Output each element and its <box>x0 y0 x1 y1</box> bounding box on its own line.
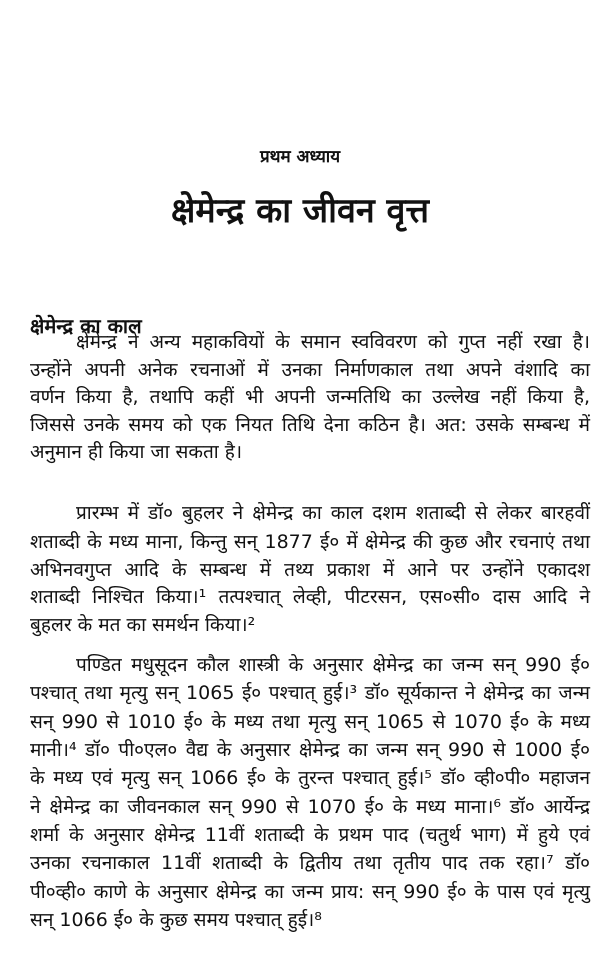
text-line: वर्णन किया है, तथापि कहीं भी अपनी जन्मतिथि का उल्लेख नहीं किया है, <box>30 386 590 408</box>
text-line: पण्डित मधुसूदन कौल शास्त्री के अनुसार क्षेमेन्द्र का जन्म सन् 990 ई० <box>76 654 590 676</box>
text-line: पश्चात् तथा मृत्यु सन् 1065 ई० पश्चात् हुई।³ डॉ० सूर्यकान्त ने क्षेमेन्द्र का जन्म <box>30 682 590 704</box>
text-line: सन् 990 से 1010 ई० के मध्य तथा मृत्यु सन् 1065 से 1070 ई० के मध्य <box>30 711 590 733</box>
text-line: बुहलर के मत का समर्थन किया।² <box>30 614 256 636</box>
text-line: पी०व्ही० काणे के अनुसार क्षेमेन्द्र का जन्म प्राय: सन् 990 ई० के पास एवं मृत्यु <box>30 881 590 903</box>
text-line: सन् 1066 ई० के कुछ समय पश्चात् हुई।⁸ <box>30 909 322 931</box>
text-line: शताब्दी के मध्य माना, किन्तु सन् 1877 ई० में क्षेमेन्द्र की कुछ और रचनाएं तथा <box>30 531 590 553</box>
text-line: के मध्य एवं मृत्यु सन् 1066 ई० के तुरन्त पश्चात् हुई।⁵ डॉ० व्ही०पी० महाजन <box>30 767 590 789</box>
text-line: उन्होंने अपनी अनेक रचनाओं में उनका निर्माणकाल तथा अपने वंशादि का <box>30 359 590 381</box>
text-line: ने क्षेमेन्द्र का जीवनकाल सन् 990 से 1070 ई० के मध्य माना।⁶ डॉ० आर्येन्द्र <box>30 796 590 818</box>
text-line: अभिनवगुप्त आदि के सम्बन्ध में तथ्य प्रकाश में आने पर उन्होंने एकादश <box>30 559 590 581</box>
text-line: जिससे उनके समय को एक नियत तिथि देना कठिन है। अत: उसके सम्बन्ध में <box>30 414 590 436</box>
text-line: शताब्दी निश्चित किया।¹ तत्पश्चात् लेव्ही, पीटरसन, एस०सी० दास आदि ने <box>30 586 590 608</box>
text-line: प्रारम्भ में डॉ० बुहलर ने क्षेमेन्द्र का काल दशम शताब्दी से लेकर बारहवीं <box>76 502 590 524</box>
text-line: क्षेमेन्द्र ने अन्य महाकवियों के समान स्वविवरण को गुप्त नहीं रखा है। <box>76 331 590 353</box>
chapter-title: क्षेमेन्द्र का जीवन वृत्त <box>171 191 429 231</box>
text-line: मानी।⁴ डॉ० पी०एल० वैद्य के अनुसार क्षेमेन्द्र का जन्म सन् 990 से 1000 ई० <box>30 739 590 761</box>
text-line: उनका रचनाकाल 11वीं शताब्दी के द्वितीय तथा तृतीय पाद तक रहा।⁷ डॉ० <box>30 852 590 874</box>
text-line: शर्मा के अनुसार क्षेमेन्द्र 11वीं शताब्दी के प्रथम पाद (चतुर्थ भाग) में हुये एवं <box>30 824 590 846</box>
chapter-label: प्रथम अध्याय <box>259 147 341 167</box>
section-heading: क्षेमेन्द्र का काल <box>30 314 142 338</box>
text-line: अनुमान ही किया जा सकता है। <box>30 441 243 463</box>
